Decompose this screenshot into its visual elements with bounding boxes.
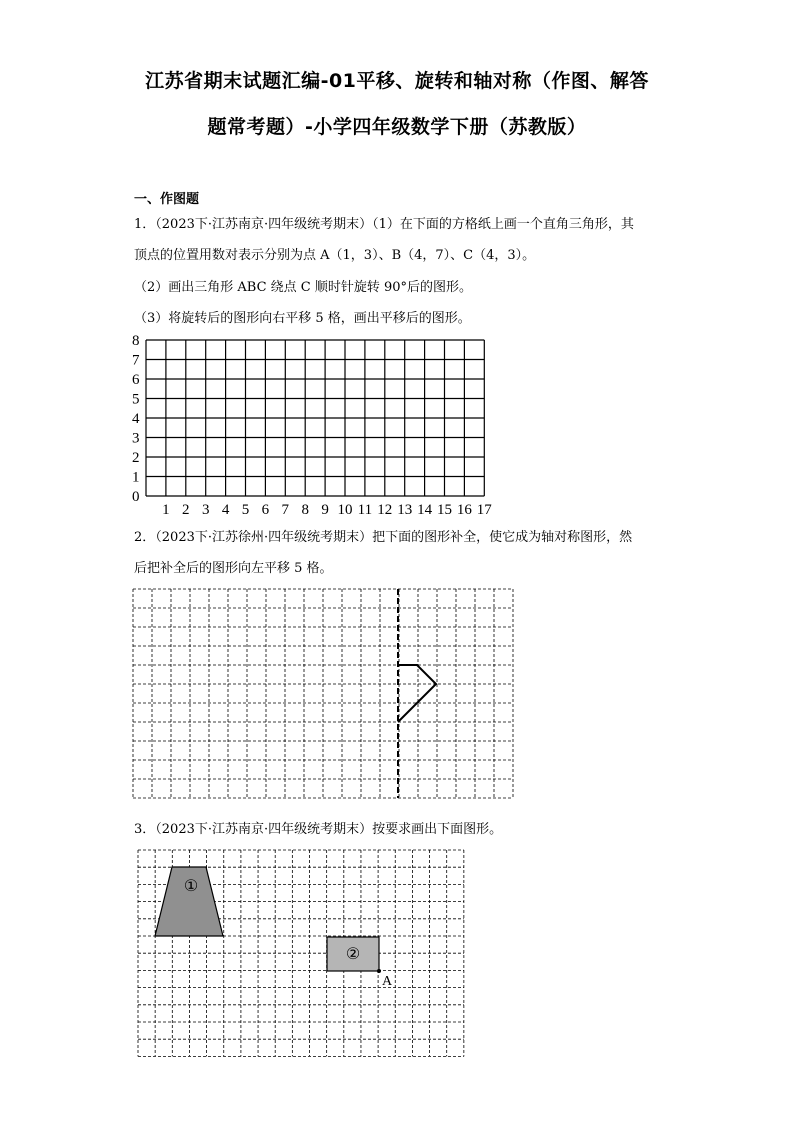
x-tick-label: 13 <box>397 502 413 514</box>
q2-symmetry-grid <box>130 585 516 801</box>
q1-line-4: （3）将旋转后的图形向右平移 5 格，画出平移后的图形。 <box>134 311 471 326</box>
x-tick-label: 7 <box>281 502 290 514</box>
x-tick-label: 11 <box>357 502 373 514</box>
point-a-dot <box>377 969 381 973</box>
q1-coordinate-grid <box>130 332 510 514</box>
x-tick-label: 16 <box>456 502 472 514</box>
x-tick-label: 12 <box>377 502 393 514</box>
x-tick-label: 4 <box>221 502 230 514</box>
x-tick-label: 9 <box>321 502 329 514</box>
x-tick-label: 14 <box>417 502 433 514</box>
q2-line-2: 后把补全后的图形向左平移 5 格。 <box>134 561 333 576</box>
y-tick-label: 7 <box>132 352 140 369</box>
y-tick-label: 2 <box>132 450 140 466</box>
y-tick-label: 1 <box>132 469 140 486</box>
page-title-line-2: 题常考题）-小学四年级数学下册（苏教版） <box>207 116 587 138</box>
y-tick-label: 5 <box>132 391 140 408</box>
q1-line-2: 顶点的位置用数对表示分别为点 A（1，3）、B（4，7）、C（4，3）。 <box>134 248 536 263</box>
x-tick-label: 2 <box>182 502 190 514</box>
x-tick-label: 3 <box>201 502 210 514</box>
point-a-label: A <box>382 974 393 989</box>
shape-2-label: ② <box>345 946 361 963</box>
x-tick-label: 6 <box>261 502 270 514</box>
x-tick-label: 8 <box>301 502 309 514</box>
y-tick-label: 8 <box>132 333 140 349</box>
x-tick-label: 5 <box>241 502 250 514</box>
q1-line-3: （2）画出三角形 ABC 绕点 C 顺时针旋转 90°后的图形。 <box>134 280 473 295</box>
half-figure <box>398 665 436 722</box>
y-tick-label: 4 <box>132 411 140 427</box>
y-tick-label: 0 <box>132 489 140 505</box>
x-tick-label: 1 <box>162 502 170 514</box>
q3-line-1: 3．（2023下·江苏南京·四年级统考期末）按要求画出下面图形。 <box>134 822 503 837</box>
page-title-line-1: 江苏省期末试题汇编-01平移、旋转和轴对称（作图、解答 <box>145 70 649 92</box>
x-tick-label: 17 <box>476 502 492 514</box>
q1-line-1: 1．（2023下·江苏南京·四年级统考期末）（1）在下面的方格纸上画一个直角三角形，其 <box>134 217 634 232</box>
section-heading: 一、作图题 <box>134 192 200 207</box>
shape-1-label: ① <box>183 878 199 895</box>
y-tick-label: 3 <box>132 430 140 447</box>
q3-shape-grid <box>134 848 472 1062</box>
x-tick-label: 10 <box>337 502 353 514</box>
x-tick-label: 15 <box>437 502 452 514</box>
y-tick-label: 6 <box>132 372 140 388</box>
q2-line-1: 2．（2023下·江苏徐州·四年级统考期末）把下面的图形补全，使它成为轴对称图形，然 <box>134 530 633 545</box>
